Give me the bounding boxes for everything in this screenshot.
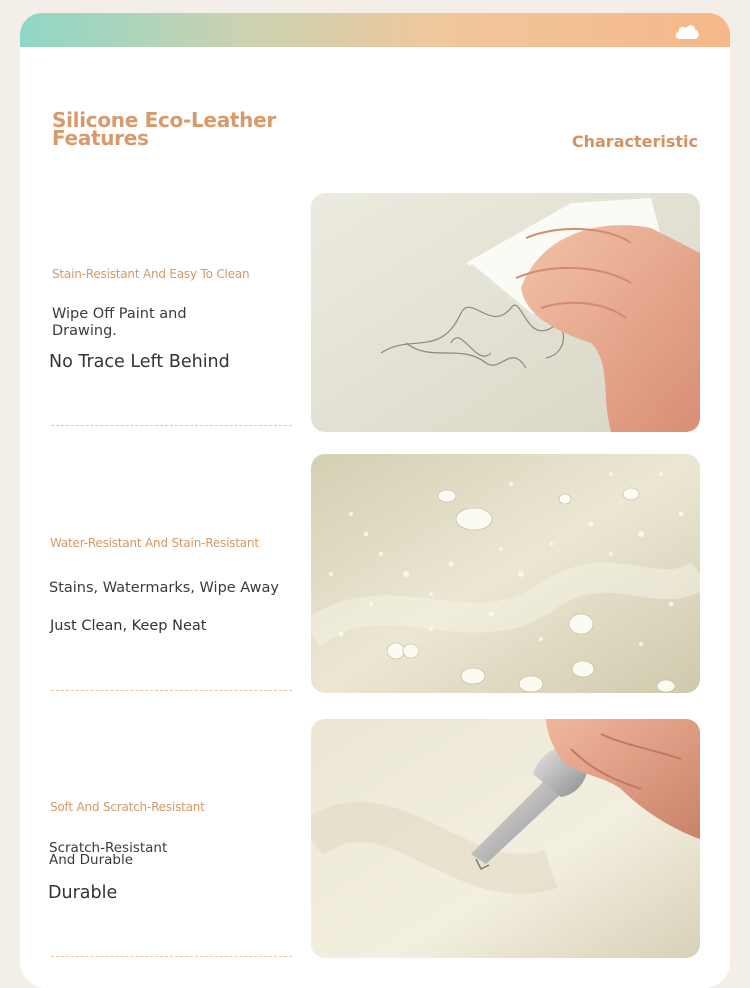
- feature-scratch-resistant: [20, 719, 730, 959]
- feature-photo-wiping: [311, 193, 700, 432]
- title-line-2: Features: [52, 126, 149, 150]
- feature-description: Stains, Watermarks, Wipe Away: [49, 580, 279, 596]
- feature-stain-resistant: [20, 193, 730, 433]
- feature-water-resistant: [20, 454, 730, 694]
- feature-description: Wipe Off Paint and Drawing.: [52, 306, 187, 339]
- title-line-1: Silicone Eco-Leather: [52, 108, 276, 132]
- section-subtitle: Characteristic: [571, 132, 698, 151]
- feature-highlight: No Trace Left Behind: [49, 352, 230, 372]
- feature-description: Scratch-Resistant And Durable: [49, 840, 168, 868]
- feature-photo-key-scratch: [311, 719, 700, 958]
- feature-highlight: Durable: [48, 883, 118, 903]
- feature-tag: Water-Resistant And Stain-Resistant: [50, 536, 259, 550]
- dashed-divider: [51, 956, 292, 957]
- feature-tag: Stain-Resistant And Easy To Clean: [52, 267, 250, 281]
- dashed-divider: [51, 690, 292, 691]
- header-bar: [20, 13, 730, 47]
- feature-photo-droplets: [311, 454, 700, 693]
- dashed-divider: [51, 425, 292, 426]
- feature-tag: Soft And Scratch-Resistant: [50, 800, 205, 814]
- product-card: [20, 13, 730, 988]
- page-title: [52, 108, 276, 150]
- feature-highlight: Just Clean, Keep Neat: [50, 618, 207, 634]
- cloud-icon: [674, 22, 700, 40]
